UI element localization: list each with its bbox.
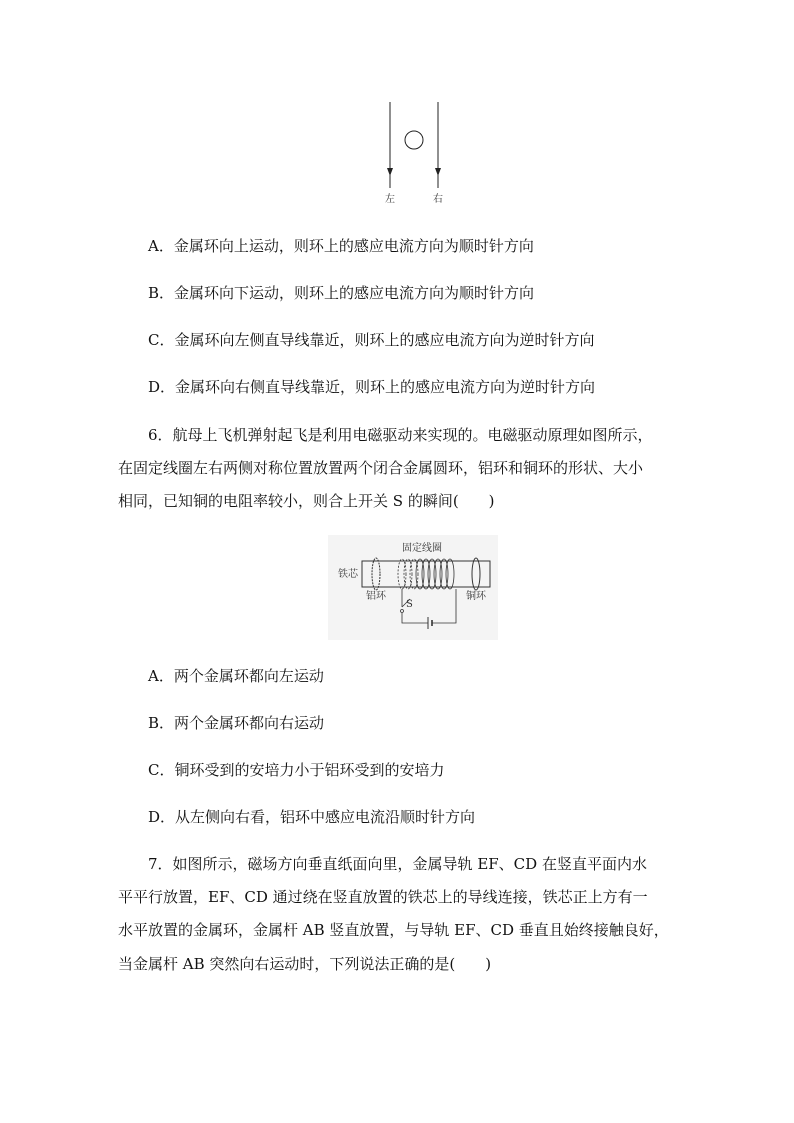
q6-stem-line-3: 相同，已知铜的电阻率较小，则合上开关 S 的瞬间( ) [118,492,495,510]
core-label: 铁芯 [338,569,358,580]
left-wire-arrow-icon [387,168,393,176]
q5-option-b: B．金属环向下运动，则环上的感应电流方向为顺时针方向 [148,284,535,302]
q6-option-c: C．铜环受到的安培力小于铝环受到的安培力 [148,761,445,779]
aluminium-ring-label: 铝环 [366,591,386,602]
coil-label: 固定线圈 [402,543,442,554]
q5-option-d: D．金属环向右侧直导线靠近，则环上的感应电流方向为逆时针方向 [148,378,596,396]
q7-stem-line-3: 水平放置的金属环，金属杆 AB 竖直放置，与导轨 EF、CD 垂直且始终接触良好， [118,921,669,939]
q5-option-a: A．金属环向上运动，则环上的感应电流方向为顺时针方向 [148,237,534,255]
switch-label: S [406,599,413,610]
q6-stem-line-1: 6．航母上飞机弹射起飞是利用电磁驱动来实现的。电磁驱动原理如图所示， [148,426,653,444]
q5-option-c: C．金属环向左侧直导线靠近，则环上的感应电流方向为逆时针方向 [148,331,595,349]
q6-option-b: B．两个金属环都向右运动 [148,714,325,732]
label-right: 右 [433,194,443,205]
q6-stem-line-2: 在固定线圈左右两侧对称位置放置两个闭合金属圆环，铝环和铜环的形状、大小 [118,459,644,477]
q7-stem-line-4: 当金属杆 AB 突然向右运动时，下列说法正确的是( ) [118,955,492,973]
right-wire-arrow-icon [435,168,441,176]
q6-option-d: D．从左侧向右看，铝环中感应电流沿顺时针方向 [148,808,476,826]
figure-two-wires [372,100,456,210]
q7-stem-line-2: 平平行放置，EF、CD 通过绕在竖直放置的铁芯上的导线连接，铁芯正上方有一 [118,888,648,906]
metal-ring [405,131,423,149]
q7-stem-line-1: 7．如图所示，磁场方向垂直纸面向里，金属导轨 EF、CD 在竖直平面内水 [148,855,647,873]
q6-option-a: A．两个金属环都向左运动 [148,667,324,685]
label-left: 左 [385,194,395,205]
copper-ring-label: 铜环 [466,591,486,602]
figure-electromagnetic-drive [328,535,498,640]
